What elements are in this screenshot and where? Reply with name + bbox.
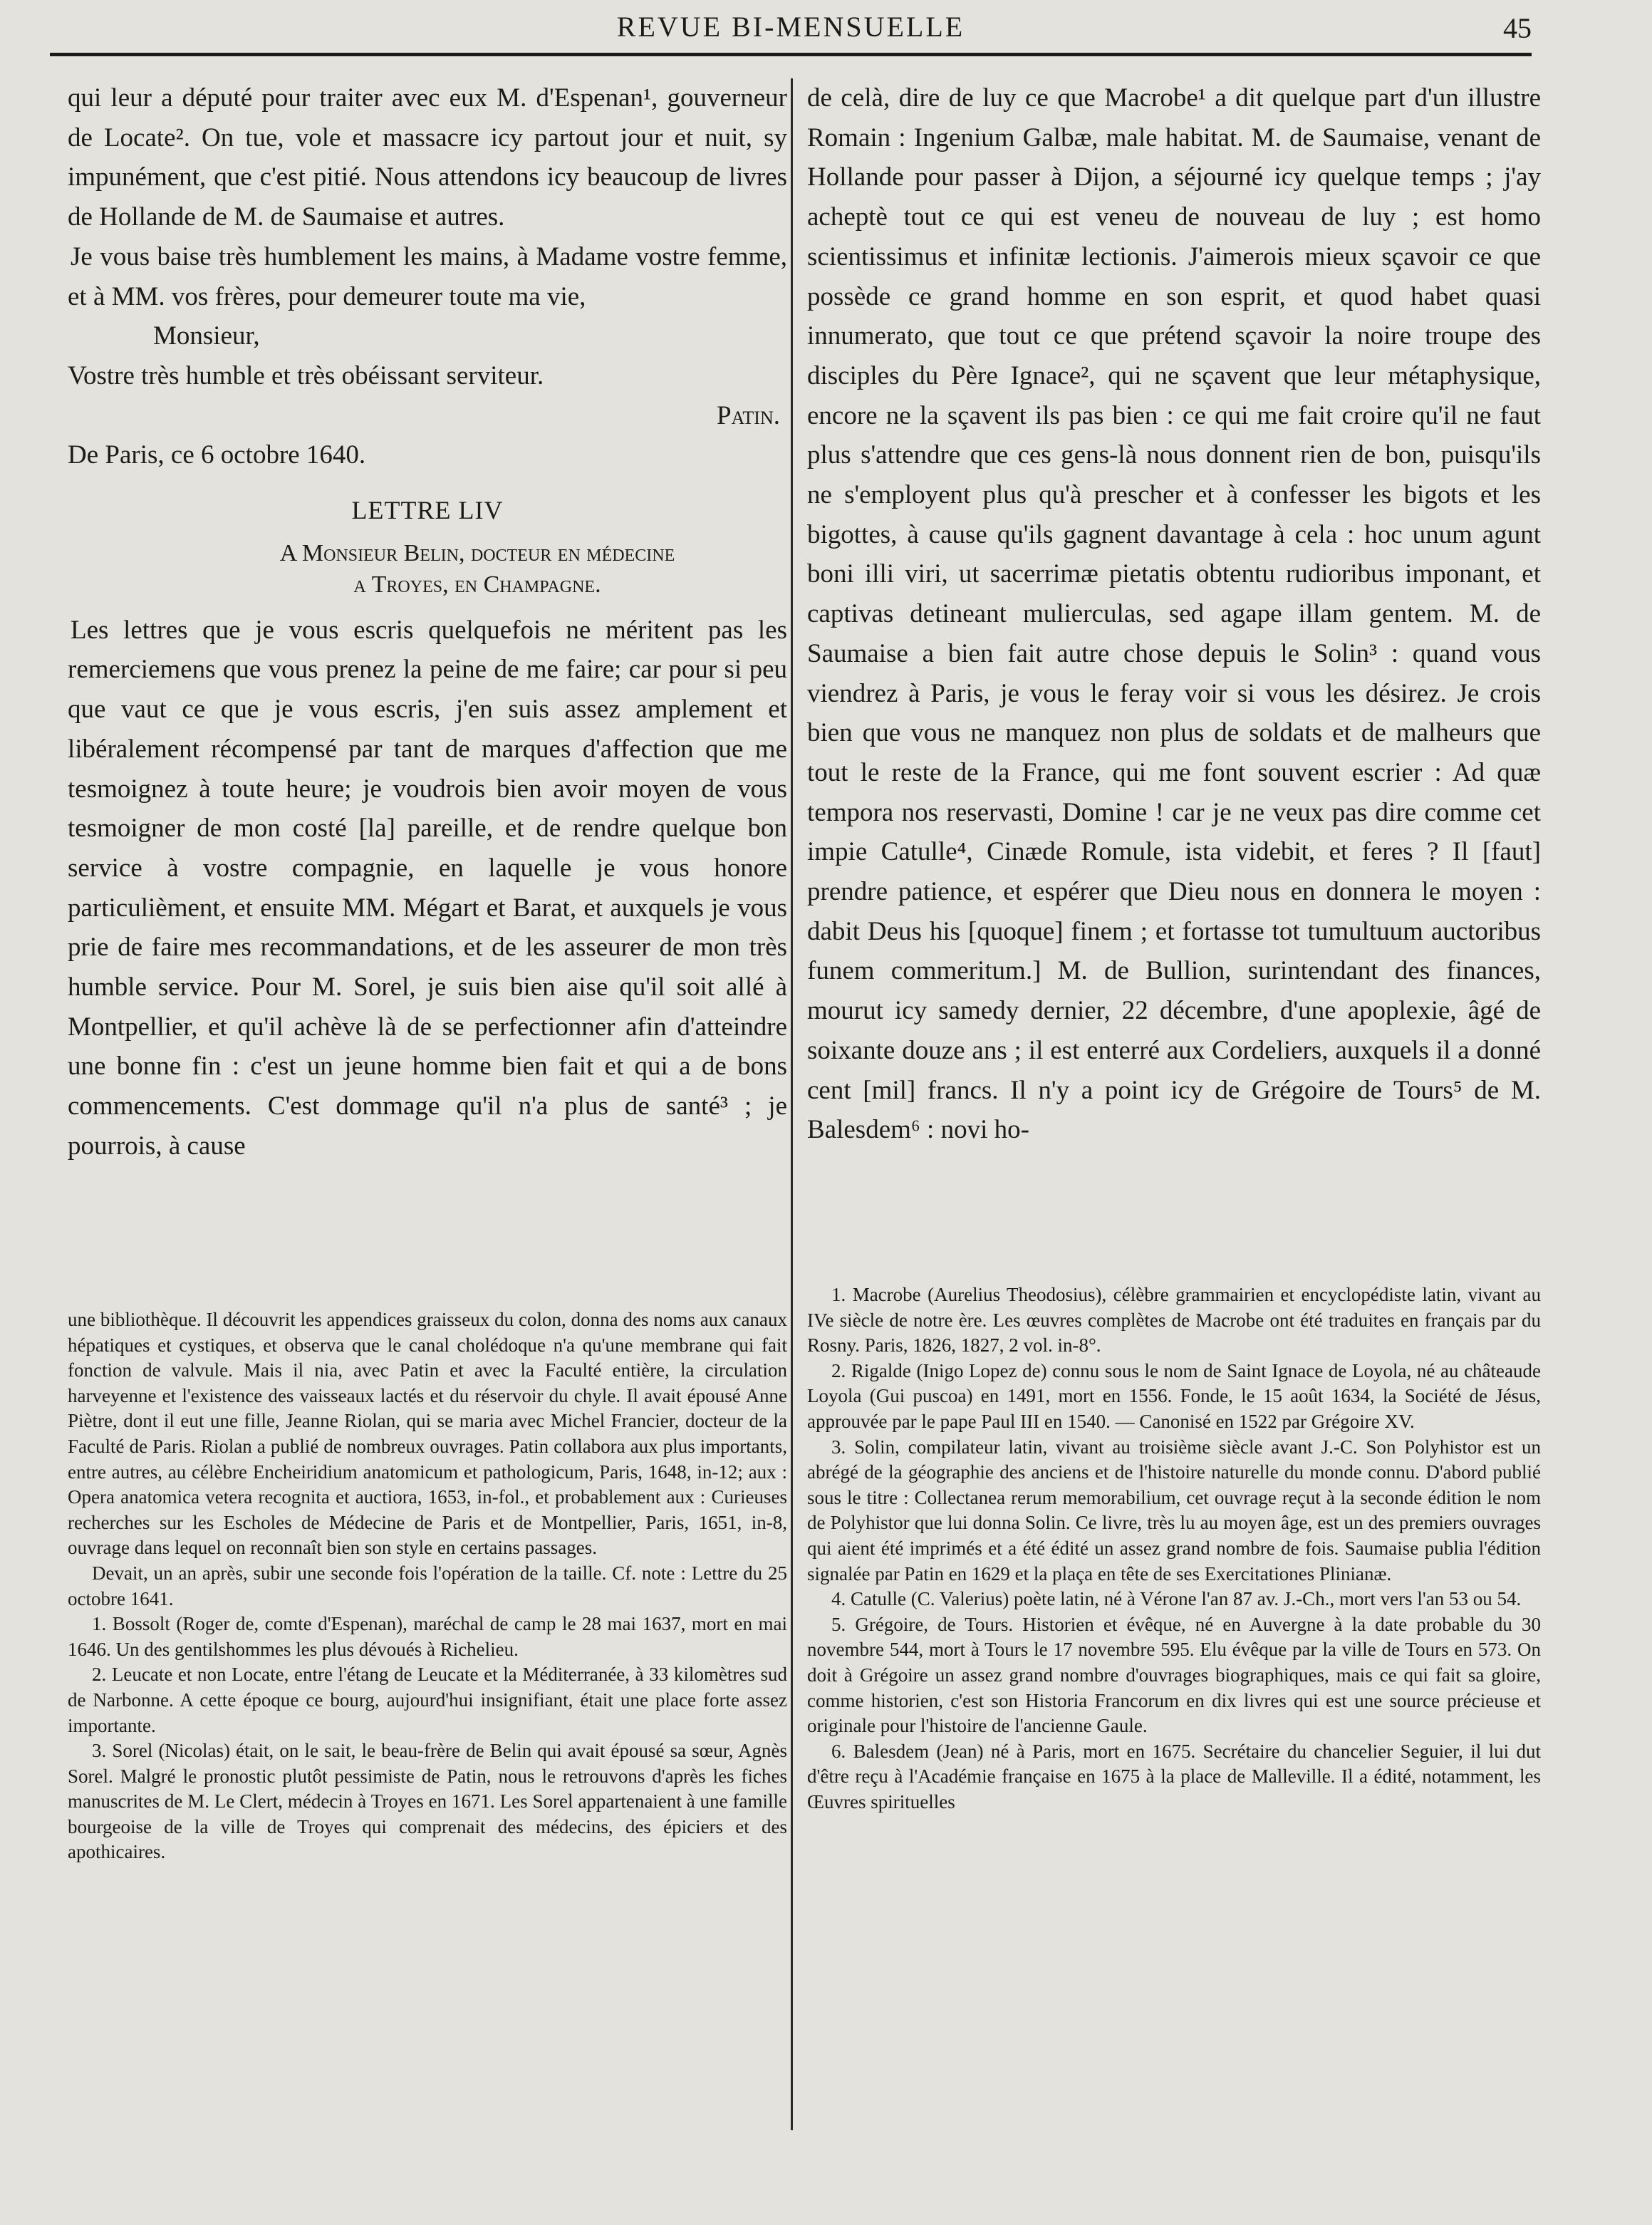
footnote: 4. Catulle (C. Valerius) poète latin, né à Vérone l'an 87 av. J.-Ch., mort vers l'an 53 ou 54. — [831, 1588, 1522, 1610]
left-footnotes — [68, 1307, 787, 1865]
signature: Patin. — [716, 400, 780, 430]
right-body — [807, 78, 1541, 1150]
page-number: 45 — [1503, 12, 1532, 44]
footnote: Devait, un an après, subir une seconde fois l'opération de la taille. Cf. note : Lettre du 25 octobre 1641. — [68, 1562, 787, 1609]
footnote: 2. Rigalde (Inigo Lopez de) connu sous le nom de Saint Ignace de Loyola, né au châteaude Loyola (Gui puscoa) en 1491, mort en 1556. Fonde, le 15 août 1634, la Société de Jésus, approuvée par le pape Paul III en 1540. — Canonisé en 1522 par Grégoire XV. — [807, 1359, 1541, 1432]
closing: Vostre très humble et très obéissant serviteur. — [68, 361, 544, 390]
footnote: une bibliothèque. Il découvrit les appendices graisseux du colon, donna des noms aux canaux hépatiques et cystiques, et observa que le canal cholédoque n'a qu'une membrane qui fait fonction de valvule. Mais il nia, avec Patin et avec la Faculté entière, la circulation harveyenne et l'existence des vaisseaux lactés et du réservoir du chyle. Il avait épousé Anne Piètre, dont il eut une fille, Jeanne Riolan, qui se maria avec Michel Francier, docteur de la Faculté de Paris. Riolan a publié de nombreux ouvrages. Patin collabora aux plus importants, entre autres, au célèbre Encheiridium anatomicum et pathologicum, Paris, 1648, in-12; aux : Opera anatomica vetera recognita et auctiora, 1653, in-fol., et probablement aux : Curieuses recherches sur les Escholes de Médecine de Paris et de Montpellier, Paris, 1651, in-8, ouvrage dans lequel on reconnaît bien son style en certains passages. — [68, 1309, 787, 1559]
address-line: a Troyes, en Champagne. — [353, 571, 601, 598]
footnote: 2. Leucate et non Locate, entre l'étang de Leucate et la Méditerranée, à 33 kilomètres sud de Narbonne. A cette époque ce bourg, aujourd'hui insignifiant, était une place forte assez importante. — [68, 1664, 787, 1736]
paragraph: Je vous baise très humblement les mains, à Madame vostre femme, et à MM. vos frères, pour demeurer toute ma vie, — [68, 242, 787, 311]
right-column — [807, 78, 1541, 2201]
letter-text: Les lettres que je vous escris quelquefois ne méritent pas les remerciemens que vous prenez la peine de me faire; car pour si peu que vaut ce que je vous escris, j'en suis assez amplement et libéralement récompensé par tant de marques d'affection que me tesmoignez à toute heure; je voudrois bien avoir moyen de vous tesmoigner de mon costé [la] pareille, et de rendre quelque bon service à vostre compagnie, en laquelle je vous honore particulièment, et ensuite MM. Mégart et Barat, et auxquels je vous prie de faire mes recommandations, et de les asseurer de mon très humble service. Pour M. Sorel, je suis bien aise qu'il soit allé à Montpellier, et qu'il achève là de se perfectionner afin d'atteindre une bonne fin : c'est un jeune homme bien fait et qui a de bons commencements. C'est dommage qu'il n'a plus de santé³ ; je pourrois, à cause — [68, 615, 787, 1161]
address-line: A Monsieur Belin, docteur en médecine — [279, 539, 675, 566]
running-head — [50, 6, 1532, 48]
footnote: 3. Solin, compilateur latin, vivant au troisième siècle avant J.-C. Son Polyhistor est un abrégé de la géographie des anciens et de l'histoire naturelle du monde connu. D'abord publié sous le titre : Collectanea rerum memorabilium, cet ouvrage reçut à la seconde édition le nom de Polyhistor que lui donna Solin. Ce livre, très lu au moyen âge, est un des premiers ouvrages qui aient été imprimés et a été édité un assez grand nombre de fois. Saumaise publia l'édition signalée par Patin en 1629 et la plaça en tête de ses Exercitationes Plinianæ. — [807, 1436, 1541, 1585]
left-column — [68, 78, 787, 2201]
salutation: Monsieur, — [153, 321, 260, 351]
journal-title: REVUE BI-MENSUELLE — [616, 11, 965, 43]
letter-address — [68, 538, 787, 601]
footnote: 1. Macrobe (Aurelius Theodosius), célèbre grammairien et encyclopédiste latin, vivant au IVe siècle de notre ère. Les œuvres complètes de Macrobe ont été traduites en français par du Rosny. Paris, 1826, 1827, 2 vol. in-8°. — [807, 1284, 1541, 1357]
letter-heading: LETTRE LIV — [351, 496, 504, 525]
letter-text: de celà, dire de luy ce que Macrobe¹ a dit quelque part d'un illustre Romain : Ingenium Galbæ, male habitat. M. de Saumaise, venant de Hollande pour passer à Dijon, a séjourné icy quelque temps ; j'ay acheptè tout ce qui est veneu de nouveau de luy ; est homo scientissimus et infinitæ lectionis. J'aimerois mieux sçavoir ce que possède ce grand homme en son esprit, et quod habet quasi innumerato, que tout ce que prétend sçavoir la noire troupe des disciples du Père Ignace², qui ne sçavent que leur métaphysique, encore ne la sçavent ils pas bien : ce qui me fait croire qu'il ne faut plus s'attendre que ces gens-là nous donnent rien de bon, puisqu'ils ne s'employent plus qu'à prescher et à confesser les bigots et les bigottes, à cause qu'ils gagnent davantage à cela : hoc unum agunt boni illi viri, ut sacerrimæ pietatis obtentu rudioribus imponant, et captivas detineant mulierculas, sed agape illam gentem. M. de Saumaise a bien fait autre chose depuis le Solin³ : quand vous viendrez à Paris, je vous le feray voir si vous les désirez. Je crois bien que vous ne manquez non plus de soldats et de malheurs que tout le reste de la France, qui me font souvent escrier : Ad quæ tempora nos reservasti, Domine ! car je ne veux pas dire comme cet impie Catulle⁴, Cinæde Romule, ista videbit, et feres ? Il [faut] prendre patience, et espérer que Dieu nous en donnera le moyen : dabit Deus his [quoque] finem ; et fortasse tot tumultuum auctoribus funem commeritum.] M. de Bullion, surintendant des finances, mourut icy samedy dernier, 22 décembre, d'une apoplexie, âgé de soixante douze ans ; il est enterré aux Cordeliers, auxquels il a donné cent [mil] francs. Il n'y a point icy de Grégoire de Tours⁵ de M. Balesdem⁶ : novi ho- — [807, 83, 1541, 1145]
footnote: 5. Grégoire, de Tours. Historien et évêque, né en Auvergne à la date probable du 30 novembre 544, mort à Tours le 17 novembre 595. Elu évêque par la ville de Tours en 573. On doit à Grégoire un assez grand nombre d'ouvrages biographiques, mais ce qui fait sa gloire, comme historien, c'est son Historia Francorum en dix livres qui est une source précieuse et originale pour l'histoire de l'ancienne Gaule. — [807, 1613, 1541, 1737]
footnote: 3. Sorel (Nicolas) était, on le sait, le beau-frère de Belin qui avait épousé sa sœur, Agnès Sorel. Malgré le pronostic plutôt pessimiste de Patin, nous le retrouvons d'après les fiches manuscrites de M. Le Clert, médecin à Troyes en 1671. Les Sorel appartenaient à une famille bourgeoise de la ville de Troyes qui comprenait des médecins, des épiciers et des apothicaires. — [68, 1740, 787, 1863]
left-body — [68, 78, 787, 1166]
paragraph: qui leur a député pour traiter avec eux M. d'Espenan¹, gouverneur de Locate². On tue, vole et massacre icy partout jour et nuit, sy impunément, que c'est pitié. Nous attendons icy beaucoup de livres de Hollande de M. de Saumaise et autres. — [68, 83, 787, 232]
footnote: 1. Bossolt (Roger de, comte d'Espenan), maréchal de camp le 28 mai 1637, mort en mai 1646. Un des gentilshommes les plus dévoués à Richelieu. — [68, 1613, 787, 1660]
column-divider — [791, 78, 793, 2130]
right-footnotes — [807, 1282, 1541, 1815]
footnote: 6. Balesdem (Jean) né à Paris, mort en 1675. Secrétaire du chancelier Seguier, il lui dut d'être reçu à l'Académie française en 1675 à la place de Malleville. Il a édité, notamment, les Œuvres spirituelles — [807, 1740, 1541, 1812]
header-rule — [50, 53, 1532, 56]
date-line: De Paris, ce 6 octobre 1640. — [68, 440, 366, 470]
